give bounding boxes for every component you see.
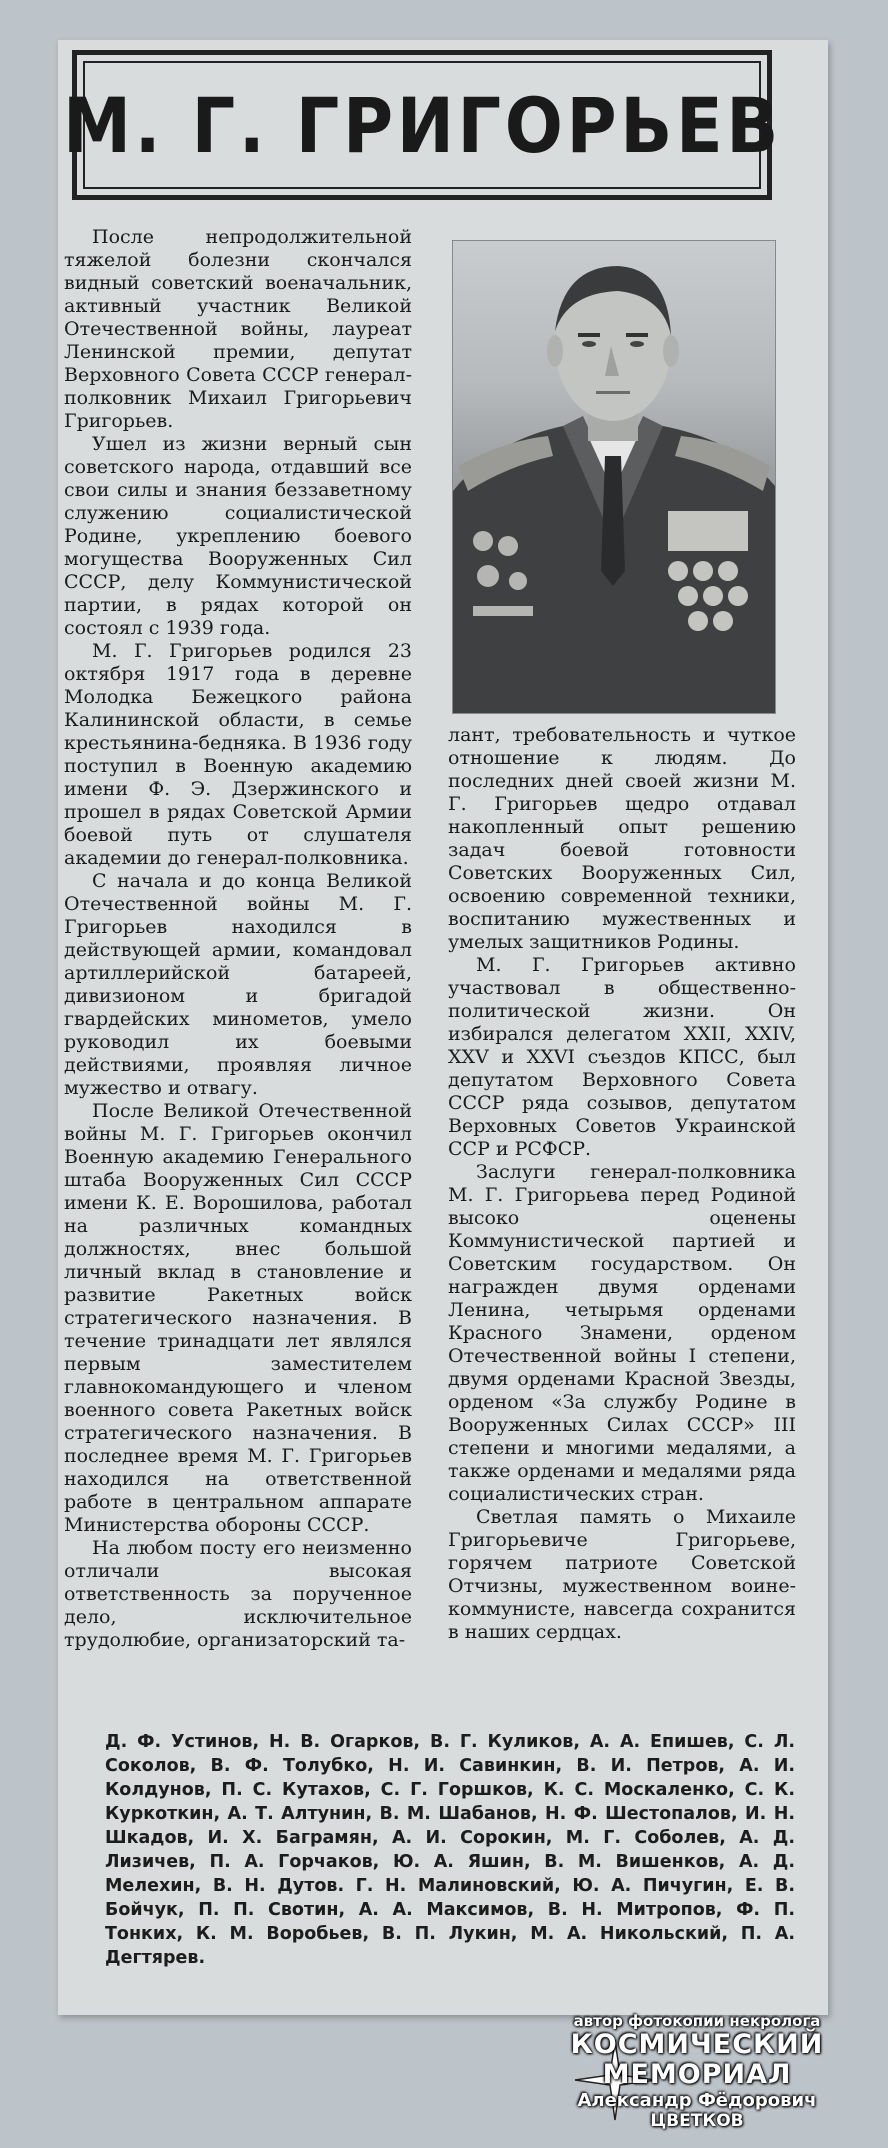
paragraph: лант, требовательность и чуткое отношение к людям. До последних дней своей жизни М. Г. Григорьев щедро отдавал накопленный опыт решению задач боевой готовности Советских Вооруженных Сил, освоению современной техники, воспитанию мужественных и умелых защитников Родины. [448, 724, 796, 953]
watermark-credit [532, 2012, 862, 2131]
credit-brand-line1: КОСМИЧЕСКИЙ [570, 2029, 824, 2060]
paragraph: После Великой Отечественной войны М. Г. Григорьев окончил Военную академию Генерального штаба Вооруженных Сил СССР имени К. Е. Ворошилова, работал на различных командных должностях, внес большой личный вклад в становление и развитие Ракетных войск стратегического назначения. В течение тринадцати лет являлся первым заместителем главнокомандующего и членом военного совета Ракетных войск стратегического назначения. В последнее время М. Г. Григорьев находился на ответственной работе в центральном аппарате Министерства обороны СССР. [64, 1100, 412, 1536]
credit-author-name: Александр Фёдорович [577, 2090, 817, 2111]
paragraph: С начала и до конца Великой Отечественной войны М. Г. Григорьев находился в действующей армии, командовал артиллерийской батареей, дивизионом и бригадой гвардейских минометов, умело руководил их боевыми действиями, проявляя личное мужество и отвагу. [64, 870, 412, 1099]
paragraph: Заслуги генерал-полковника М. Г. Григорьева перед Родиной высоко оценены Коммунистической партией и Советским государством. Он награжден двумя орденами Ленина, четырьмя орденами Красного Знамени, орденом Отечественной войны I степени, двумя орденами Красной Звезды, орденом «За службу Родине в Вооруженных Силах СССР» III степени и многими медалями, а также орденами и медалями ряда социалистических стран. [448, 1161, 796, 1505]
credit-caption: автор фотокопии некролога [573, 2012, 821, 2030]
paragraph: М. Г. Григорьев родился 23 октября 1917 года в деревне Молодка Бежецкого района Калининской области, в семье крестьянина-бедняка. В 1936 году поступил в Военную академию имени Ф. Э. Дзержинского и прошел в рядах Советской Армии боевой путь от слушателя академии до генерал-полковника. [64, 640, 412, 869]
paragraph: На любом посту его неизменно отличали высокая ответственность за порученное дело, исключительное трудолюбие, организаторский та- [64, 1537, 412, 1651]
paragraph: Ушел из жизни верный сын советского народа, отдавший все свои силы и знания беззаветному служению социалистической Родине, укреплению боевого могущества Вооруженных Сил СССР, делу Коммунистической партии, в рядах которой он состоял с 1939 года. [64, 433, 412, 639]
paragraph: После непродолжительной тяжелой болезни скончался видный советский военачальник, активный участник Великой Отечественной войны, лауреат Ленинской премии, депутат Верховного Совета СССР генерал-полковник Михаил Григорьевич Григорьев. [64, 226, 412, 432]
credit-author-surname: ЦВЕТКОВ [650, 2111, 744, 2131]
title-frame [62, 50, 782, 200]
paragraph: М. Г. Григорьев активно участвовал в общественно-политической жизни. Он избирался делегатом XXII, XXIV, XXV и XXVI съездов КПСС, был депутатом Верховного Совета СССР ряда созывов, депутатом Верховных Советов Украинской ССР и РСФСР. [448, 954, 796, 1160]
portrait-photo [452, 240, 776, 714]
signatories-list: Д. Ф. Устинов, Н. В. Огарков, В. Г. Куликов, А. А. Епишев, С. Л. Соколов, В. Ф. Толубко, Н. И. Савинкин, В. И. Петров, А. И. Колдунов, П. С. Кутахов, С. Г. Горшков, К. С. Москаленко, С. К. Куркоткин, А. Т. Алтунин, В. М. Шабанов, Н. Ф. Шестопалов, И. Н. Шкадов, И. Х. Баграмян, А. И. Сорокин, М. Г. Соболев, А. Д. Лизичев, П. А. Горчаков, Ю. А. Яшин, В. М. Вишенков, А. Д. Мелехин, В. Н. Дутов. Г. Н. Малиновский, Ю. А. Пичугин, Е. В. Бойчук, П. П. Свотин, А. А. Максимов, В. Н. Митропов, Ф. П. Тонких, К. М. Воробьев, В. П. Лукин, М. А. Никольский, П. А. Дегтярев. [105, 1732, 795, 1968]
page-title: М. Г. ГРИГОРЬЕВ [62, 80, 782, 170]
right-column [448, 724, 796, 1644]
left-column [64, 226, 412, 1652]
portrait-illustration [453, 241, 775, 713]
paragraph: Светлая память о Михаиле Григорьевиче Григорьеве, горячем патриоте Советской Отчизны, мужественном воине-коммунисте, навсегда сохранится в наших сердцах. [448, 1506, 796, 1643]
credit-brand-line2: МЕМОРИАЛ [602, 2059, 792, 2090]
